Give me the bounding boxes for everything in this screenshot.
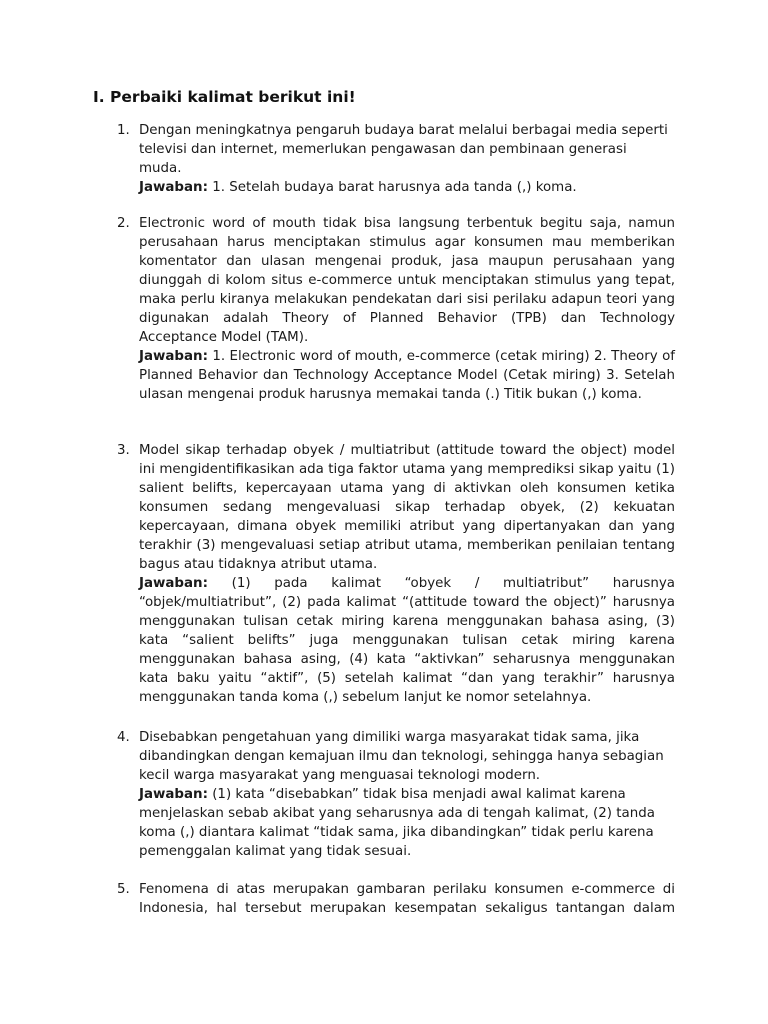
item-body [139, 441, 675, 707]
answer-text [139, 178, 672, 197]
question-text: Fenomena di atas merupakan gambaran perilaku konsumen e-commerce di Indonesia, hal tersebut merupakan kesempatan sekaligus tantangan dalam [139, 882, 675, 916]
answer-label: Jawaban: [139, 787, 208, 802]
item-body [139, 880, 675, 918]
answer-content: 1. Electronic word of mouth, e-commerce (cetak miring) 2. Theory of Planned Behavior dan Technology Acceptance Model (Cetak miring) 3. Setelah ulasan mengenai produk harusnya memakai tanda (.) Titik bukan (,) koma. [139, 349, 676, 402]
answer-content: 1. Setelah budaya barat harusnya ada tanda (,) koma. [212, 180, 577, 195]
answer-text [139, 574, 675, 707]
question-text: Model sikap terhadap obyek / multiatribut (attitude toward the object) model ini mengidentifikasikan ada tiga faktor utama yang memprediksi sikap yaitu (1) salient belifts, kepercayaan utama yang di aktivkan oleh konsumen ketika konsumen sedang mengevaluasi sikap terhadap obyek, (2) kekuatan kepercayaan, dimana obyek memiliki atribut yang dipertanyakan dan yang terakhir (3) mengevaluasi setiap atribut utama, memberikan penilaian tentang bagus atau tidaknya atribut utama. [139, 443, 675, 572]
question-text: Electronic word of mouth tidak bisa langsung terbentuk begitu saja, namun perusahaan harus menciptakan stimulus agar konsumen mau memberikan komentator dan ulasan mengenai produk, jasa maupun perusahaan yang diunggah di kolom situs e-commerce untuk menciptakan stimulus yang tepat, maka perlu kiranya melakukan pendekatan dari sisi perilaku adapun teori yang digunakan adalah Theory of Planned Behavior (TPB) dan Technology Acceptance Model (TAM). [139, 216, 675, 345]
answer-text [139, 785, 669, 861]
answer-content: (1) kata “disebabkan” tidak bisa menjadi awal kalimat karena menjelaskan sebab akibat yang seharusnya ada di tengah kalimat, (2) tanda koma (,) diantara kalimat “tidak sama, jika dibandingkan” tidak perlu karena pemenggalan kalimat yang tidak sesuai. [139, 787, 655, 859]
item-body [139, 728, 669, 861]
item-body [139, 214, 675, 404]
item-body [139, 121, 672, 197]
item-number: 2. [117, 216, 130, 231]
answer-label: Jawaban: [139, 349, 208, 364]
section-heading: I. Perbaiki kalimat berikut ini! [93, 88, 356, 106]
answer-label: Jawaban: [139, 576, 208, 591]
answer-text [139, 347, 675, 404]
item-number: 4. [117, 730, 130, 745]
question-text: Disebabkan pengetahuan yang dimiliki warga masyarakat tidak sama, jika dibandingkan dengan kemajuan ilmu dan teknologi, sehingga hanya sebagian kecil warga masyarakat yang menguasai teknologi modern. [139, 730, 664, 783]
item-number: 3. [117, 443, 130, 458]
item-number: 5. [117, 882, 130, 897]
answer-content: (1) pada kalimat “obyek / multiatribut” harusnya “objek/multiatribut”, (2) pada kalimat “(attitude toward the object)” harusnya menggunakan tulisan cetak miring karena menggunakan bahasa asing, (3) kata “salient belifts” juga menggunakan tulisan cetak miring karena menggunakan bahasa asing, (4) kata “aktivkan” seharusnya menggunakan kata baku yaitu “aktif”, (5) setelah kalimat “dan yang terakhir” harusnya menggunakan tanda koma (,) sebelum lanjut ke nomor setelahnya. [139, 576, 675, 705]
question-text: Dengan meningkatnya pengaruh budaya barat melalui berbagai media seperti televisi dan internet, memerlukan pengawasan dan pembinaan generasi muda. [139, 123, 668, 176]
item-number: 1. [117, 123, 130, 138]
answer-label: Jawaban: [139, 180, 208, 195]
